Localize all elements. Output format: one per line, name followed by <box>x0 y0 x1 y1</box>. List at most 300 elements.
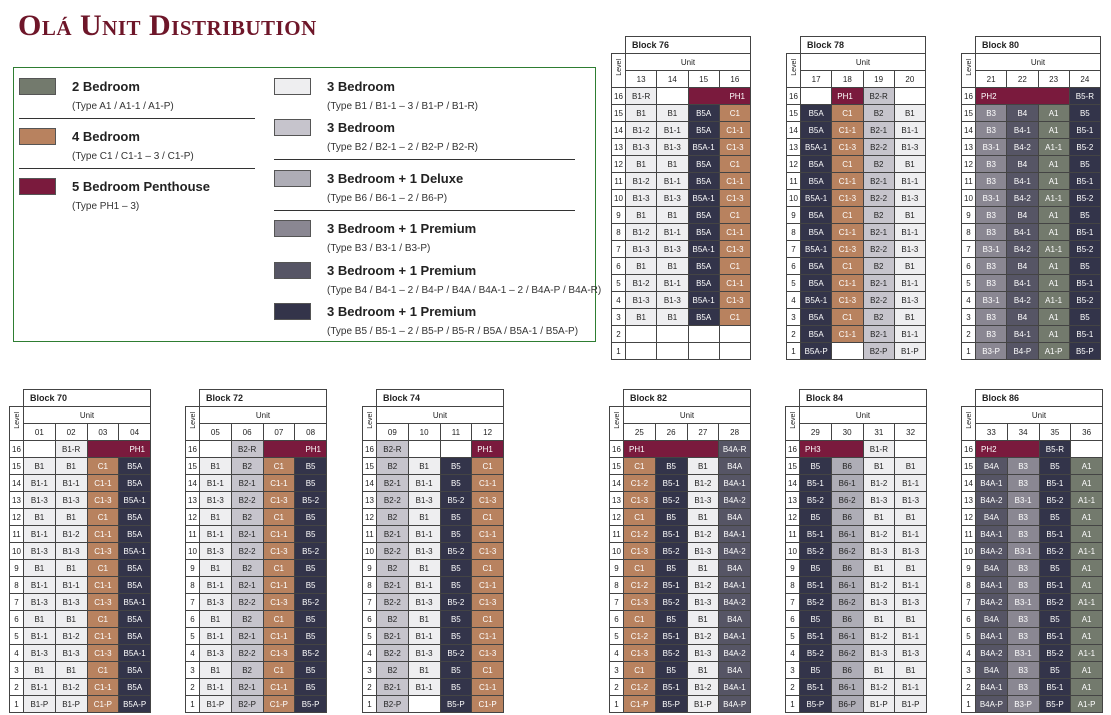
unit-cell: C1 <box>263 611 295 628</box>
unit-cell: B5A <box>801 156 832 173</box>
unit-cell: B2 <box>377 611 409 628</box>
unit-cell: B1 <box>657 156 688 173</box>
legend-item-types: (Type B3 / B3-1 / B3-P) <box>327 243 431 254</box>
unit-cell: B4A <box>976 611 1008 628</box>
level-number: 4 <box>787 292 801 309</box>
level-row <box>363 577 504 594</box>
unit-cell: C1 <box>472 611 504 628</box>
unit-cell: B2 <box>231 560 263 577</box>
level-row <box>962 88 1101 105</box>
unit-cell: B5-1 <box>1069 173 1100 190</box>
unit-cell: B2-2 <box>231 594 263 611</box>
unit-cell: B1 <box>200 611 232 628</box>
unit-cell: B1-3 <box>894 190 925 207</box>
unit-cell <box>657 88 688 105</box>
level-number: 8 <box>186 577 200 594</box>
level-number: 11 <box>610 526 624 543</box>
unit-cell: B1-2 <box>55 526 87 543</box>
unit-cell: C1-3 <box>719 241 750 258</box>
unit-cell: B1-3 <box>55 645 87 662</box>
level-number: 12 <box>962 156 976 173</box>
level-number: 3 <box>610 662 624 679</box>
block-table <box>611 36 751 360</box>
unit-cell: B1 <box>408 458 440 475</box>
unit-cell: B1-1 <box>200 526 232 543</box>
unit-cell: C1 <box>832 207 863 224</box>
level-row <box>962 190 1101 207</box>
unit-cell: B1-3 <box>408 543 440 560</box>
unit-cell: B4A <box>719 611 751 628</box>
unit-cell: C1-P <box>624 696 656 713</box>
unit-cell: B2-1 <box>863 122 894 139</box>
unit-cell: B1-3 <box>657 139 688 156</box>
level-row <box>612 258 751 275</box>
unit-cell: B5A <box>688 275 719 292</box>
block-name: Block 70 <box>24 390 151 407</box>
level-row <box>186 560 327 577</box>
unit-number-row <box>787 71 926 88</box>
unit-cell: B1 <box>24 611 56 628</box>
unit-cell: C1-1 <box>87 577 119 594</box>
unit-cell: B1-3 <box>687 594 719 611</box>
level-row <box>610 509 751 526</box>
level-row <box>962 258 1101 275</box>
level-row <box>962 207 1101 224</box>
level-number: 1 <box>787 343 801 360</box>
unit-number-row <box>186 424 327 441</box>
unit-cell: A1 <box>1038 326 1069 343</box>
unit-cell: B1 <box>894 207 925 224</box>
unit-cell: B4A-1 <box>976 526 1008 543</box>
unit-number-row <box>786 424 927 441</box>
unit-cell: B4A-1 <box>976 577 1008 594</box>
unit-cell: C1-3 <box>87 543 119 560</box>
unit-cell: B3 <box>976 207 1007 224</box>
unit-cell: B6-2 <box>831 492 863 509</box>
unit-cell <box>657 343 688 360</box>
level-number: 4 <box>786 645 800 662</box>
level-row <box>10 441 151 458</box>
level-number: 15 <box>962 458 976 475</box>
level-header <box>786 407 800 441</box>
level-row <box>962 292 1101 309</box>
unit-cell: C1 <box>87 611 119 628</box>
unit-cell: B1-3 <box>200 492 232 509</box>
level-row <box>186 577 327 594</box>
level-number: 1 <box>786 696 800 713</box>
unit-cell: C1-3 <box>472 543 504 560</box>
unit-cell: B5-1 <box>800 679 832 696</box>
unit-cell: C1-1 <box>719 224 750 241</box>
unit-cell: C1-1 <box>87 628 119 645</box>
level-row <box>962 628 1103 645</box>
unit-cell: C1-3 <box>832 292 863 309</box>
unit-cell: B5 <box>1039 458 1071 475</box>
unit-cell: B1 <box>863 560 895 577</box>
level-row <box>962 594 1103 611</box>
unit-cell: B5 <box>440 509 472 526</box>
unit-cell: B2 <box>863 156 894 173</box>
unit-cell: B5-2 <box>655 492 687 509</box>
unit-cell: B2-1 <box>377 526 409 543</box>
unit-cell: C1 <box>472 560 504 577</box>
level-row <box>962 577 1103 594</box>
unit-cell: B1 <box>200 560 232 577</box>
unit-cell: B1-P <box>894 343 925 360</box>
unit-cell: B1-3 <box>408 645 440 662</box>
unit-number: 17 <box>801 71 832 88</box>
level-number: 10 <box>363 543 377 560</box>
corner <box>962 390 976 407</box>
unit-cell: B5A-1 <box>119 543 151 560</box>
corner <box>610 390 624 407</box>
unit-cell: B5A <box>801 224 832 241</box>
legend-divider <box>19 118 255 119</box>
level-label: Level <box>616 59 623 76</box>
unit-cell: B4 <box>1007 258 1038 275</box>
unit-cell: B5A-1 <box>688 292 719 309</box>
level-row <box>610 560 751 577</box>
unit-cell: A1 <box>1071 458 1103 475</box>
unit-cell: B2 <box>377 662 409 679</box>
level-row <box>10 628 151 645</box>
unit-cell: C1-1 <box>263 679 295 696</box>
level-number: 4 <box>363 645 377 662</box>
unit-cell: B2-1 <box>863 224 894 241</box>
unit-cell: C1-3 <box>624 492 656 509</box>
level-row <box>962 343 1101 360</box>
unit-cell: B5-1 <box>800 526 832 543</box>
unit-cell: B4A-2 <box>719 645 751 662</box>
unit-label-row <box>610 407 751 424</box>
level-row <box>363 475 504 492</box>
unit-cell: C1 <box>263 458 295 475</box>
unit-cell: B5-1 <box>1069 122 1100 139</box>
level-row <box>962 326 1101 343</box>
level-number: 16 <box>962 441 976 458</box>
unit-cell: C1 <box>87 662 119 679</box>
unit-cell: B5A <box>801 173 832 190</box>
level-number: 6 <box>363 611 377 628</box>
unit-cell: B3 <box>1007 458 1039 475</box>
unit-cell: B5 <box>1069 207 1100 224</box>
level-number: 8 <box>786 577 800 594</box>
level-row <box>962 458 1103 475</box>
unit-cell: A1-1 <box>1071 594 1103 611</box>
level-row <box>186 475 327 492</box>
unit-cell: C1 <box>719 156 750 173</box>
unit-cell: B6 <box>831 611 863 628</box>
unit-cell: B1 <box>55 662 87 679</box>
unit-cell: B3 <box>976 326 1007 343</box>
level-row <box>610 475 751 492</box>
unit-cell: B5 <box>655 662 687 679</box>
level-number: 10 <box>10 543 24 560</box>
unit-cell: C1-3 <box>87 492 119 509</box>
level-row <box>787 173 926 190</box>
unit-number: 05 <box>200 424 232 441</box>
unit-cell: B1-3 <box>895 645 927 662</box>
unit-cell: B5-1 <box>1039 526 1071 543</box>
unit-cell: B5 <box>295 509 327 526</box>
unit-number-row <box>962 424 1103 441</box>
level-number: 5 <box>186 628 200 645</box>
unit-number: 15 <box>688 71 719 88</box>
level-row <box>610 577 751 594</box>
level-number: 7 <box>786 594 800 611</box>
unit-cell: B5A-1 <box>119 645 151 662</box>
unit-cell: B4-1 <box>1007 326 1038 343</box>
unit-cell: B5 <box>655 458 687 475</box>
unit-label-row <box>962 54 1101 71</box>
unit-cell: B4 <box>1007 105 1038 122</box>
unit-cell: B1-P <box>687 696 719 713</box>
unit-number-row <box>610 424 751 441</box>
legend-divider <box>19 168 255 169</box>
unit-cell: B4A-2 <box>976 594 1008 611</box>
unit-cell: B1-1 <box>24 679 56 696</box>
unit-cell: C1-3 <box>472 594 504 611</box>
level-row <box>363 662 504 679</box>
unit-number: 09 <box>377 424 409 441</box>
unit-cell: B3 <box>976 258 1007 275</box>
unit-cell: PH1 <box>263 441 327 458</box>
level-number: 5 <box>962 275 976 292</box>
level-number: 10 <box>787 190 801 207</box>
level-row <box>962 241 1101 258</box>
unit-cell: B5 <box>295 577 327 594</box>
unit-number-row <box>363 424 504 441</box>
unit-cell: B3-1 <box>1007 543 1039 560</box>
unit-cell: B1 <box>895 509 927 526</box>
unit-cell: C1-1 <box>719 173 750 190</box>
level-number: 11 <box>186 526 200 543</box>
level-row <box>612 343 751 360</box>
unit-number: 02 <box>55 424 87 441</box>
unit-cell: B1-3 <box>55 543 87 560</box>
level-row <box>610 543 751 560</box>
legend-item-name: 3 Bedroom + 1 Premium <box>327 304 477 319</box>
unit-cell: B6 <box>831 560 863 577</box>
level-number: 2 <box>612 326 626 343</box>
unit-number: 22 <box>1007 71 1038 88</box>
unit-cell: B5 <box>1039 560 1071 577</box>
level-number: 5 <box>10 628 24 645</box>
level-number: 13 <box>10 492 24 509</box>
corner <box>786 390 800 407</box>
level-number: 6 <box>787 258 801 275</box>
unit-cell: B5A <box>119 628 151 645</box>
level-row <box>962 224 1101 241</box>
level-row <box>787 105 926 122</box>
unit-number-row <box>612 71 751 88</box>
level-row <box>10 679 151 696</box>
unit-cell: B4A-2 <box>976 645 1008 662</box>
unit-cell: B5-2 <box>1039 594 1071 611</box>
unit-cell: B5A <box>688 156 719 173</box>
unit-label-row <box>786 407 927 424</box>
level-number: 3 <box>962 662 976 679</box>
level-number: 7 <box>610 594 624 611</box>
level-row <box>962 662 1103 679</box>
level-row <box>962 275 1101 292</box>
level-row <box>962 139 1101 156</box>
level-row <box>10 645 151 662</box>
legend-swatch <box>274 78 311 95</box>
level-row <box>10 543 151 560</box>
unit-cell: A1 <box>1071 560 1103 577</box>
level-header <box>10 407 24 441</box>
unit-number: 16 <box>719 71 750 88</box>
unit-label-row <box>186 407 327 424</box>
unit-cell: C1 <box>832 309 863 326</box>
level-label: Level <box>367 412 374 429</box>
level-row <box>787 292 926 309</box>
block-name-row <box>787 37 926 54</box>
level-row <box>612 207 751 224</box>
corner <box>363 390 377 407</box>
level-number: 2 <box>786 679 800 696</box>
level-number: 1 <box>363 696 377 713</box>
unit-cell: B5A <box>688 105 719 122</box>
unit-cell: B2-1 <box>377 679 409 696</box>
unit-cell: C1-3 <box>832 190 863 207</box>
unit-cell: B4-P <box>1007 343 1038 360</box>
level-number: 8 <box>610 577 624 594</box>
block-name-row <box>186 390 327 407</box>
unit-cell <box>894 88 925 105</box>
block-name: Block 74 <box>377 390 504 407</box>
block-table <box>961 36 1101 360</box>
legend-item-types: (Type B5 / B5-1 – 2 / B5-P / B5-R / B5A / B5A-1 / B5A-P) <box>327 326 579 337</box>
unit-cell: B2-2 <box>863 292 894 309</box>
unit-number: 11 <box>440 424 472 441</box>
unit-cell: B5A <box>801 275 832 292</box>
level-row <box>962 696 1103 713</box>
unit-cell: C1-1 <box>832 275 863 292</box>
unit-cell: B1-3 <box>626 190 657 207</box>
unit-number: 21 <box>976 71 1007 88</box>
unit-label: Unit <box>200 407 327 424</box>
unit-cell <box>657 326 688 343</box>
unit-cell: B5-2 <box>295 594 327 611</box>
unit-cell: B5 <box>295 458 327 475</box>
unit-cell: C1-2 <box>624 577 656 594</box>
unit-cell: B2 <box>377 560 409 577</box>
unit-cell: B3 <box>1007 475 1039 492</box>
block-name-row <box>962 390 1103 407</box>
unit-cell: B1-2 <box>863 628 895 645</box>
unit-cell: B1 <box>200 662 232 679</box>
block-name: Block 86 <box>976 390 1103 407</box>
level-number: 9 <box>363 560 377 577</box>
legend-item-types: (Type B1 / B1-1 – 3 / B1-P / B1-R) <box>327 101 478 112</box>
legend-item-name: 3 Bedroom + 1 Premium <box>327 263 477 278</box>
level-number: 6 <box>10 611 24 628</box>
level-number: 3 <box>10 662 24 679</box>
unit-number: 04 <box>119 424 151 441</box>
unit-cell: B1-1 <box>24 577 56 594</box>
unit-cell: B1 <box>895 458 927 475</box>
unit-cell: B1-P <box>200 696 232 713</box>
unit-cell: B1-2 <box>687 679 719 696</box>
unit-cell: B5A <box>801 105 832 122</box>
level-row <box>962 156 1101 173</box>
unit-number: 23 <box>1038 71 1069 88</box>
level-number: 2 <box>363 679 377 696</box>
unit-cell: B2-2 <box>231 543 263 560</box>
unit-cell: B4-2 <box>1007 241 1038 258</box>
level-header <box>962 54 976 88</box>
unit-cell: C1 <box>719 309 750 326</box>
unit-cell: B5 <box>655 560 687 577</box>
unit-cell: B5A-1 <box>688 241 719 258</box>
unit-cell: C1-1 <box>472 679 504 696</box>
unit-cell: B1-R <box>863 441 895 458</box>
level-number: 3 <box>186 662 200 679</box>
unit-cell: B6-2 <box>831 543 863 560</box>
unit-cell: B1-1 <box>408 475 440 492</box>
unit-cell: B4A-2 <box>976 543 1008 560</box>
legend-swatch <box>274 170 311 187</box>
unit-cell: C1 <box>832 105 863 122</box>
unit-cell: B5 <box>440 577 472 594</box>
unit-cell: B1-1 <box>894 173 925 190</box>
unit-number: 20 <box>894 71 925 88</box>
level-number: 15 <box>10 458 24 475</box>
unit-cell: B1 <box>687 560 719 577</box>
unit-cell: B2-P <box>377 696 409 713</box>
level-row <box>786 458 927 475</box>
unit-cell: B6-1 <box>831 577 863 594</box>
unit-cell: B4A-P <box>719 696 751 713</box>
level-number: 8 <box>10 577 24 594</box>
unit-cell: A1 <box>1071 662 1103 679</box>
unit-cell: B4 <box>1007 309 1038 326</box>
unit-cell: B1-1 <box>200 679 232 696</box>
level-row <box>787 156 926 173</box>
unit-cell: B1-1 <box>200 628 232 645</box>
unit-cell: B4 <box>1007 207 1038 224</box>
level-number: 6 <box>610 611 624 628</box>
unit-cell: B1-1 <box>895 475 927 492</box>
unit-cell: B1-3 <box>657 190 688 207</box>
unit-cell: C1-3 <box>832 139 863 156</box>
unit-cell: C1 <box>472 509 504 526</box>
unit-cell: B5-2 <box>800 645 832 662</box>
level-row <box>962 475 1103 492</box>
unit-cell: B2-R <box>231 441 263 458</box>
unit-cell: C1-3 <box>263 645 295 662</box>
unit-cell: C1-1 <box>832 173 863 190</box>
unit-cell: C1 <box>832 258 863 275</box>
unit-cell: B1 <box>55 611 87 628</box>
unit-cell: C1 <box>624 458 656 475</box>
unit-cell: B1 <box>863 662 895 679</box>
unit-cell <box>832 343 863 360</box>
unit-number: 12 <box>472 424 504 441</box>
legend-swatch <box>274 220 311 237</box>
level-number: 15 <box>786 458 800 475</box>
block-name: Block 76 <box>626 37 751 54</box>
unit-cell: C1-2 <box>624 526 656 543</box>
unit-cell: B4A-1 <box>719 679 751 696</box>
unit-cell: B4-1 <box>1007 224 1038 241</box>
level-number: 6 <box>962 258 976 275</box>
unit-cell: B1-1 <box>894 275 925 292</box>
unit-cell: B5A <box>801 258 832 275</box>
unit-cell: C1 <box>263 509 295 526</box>
